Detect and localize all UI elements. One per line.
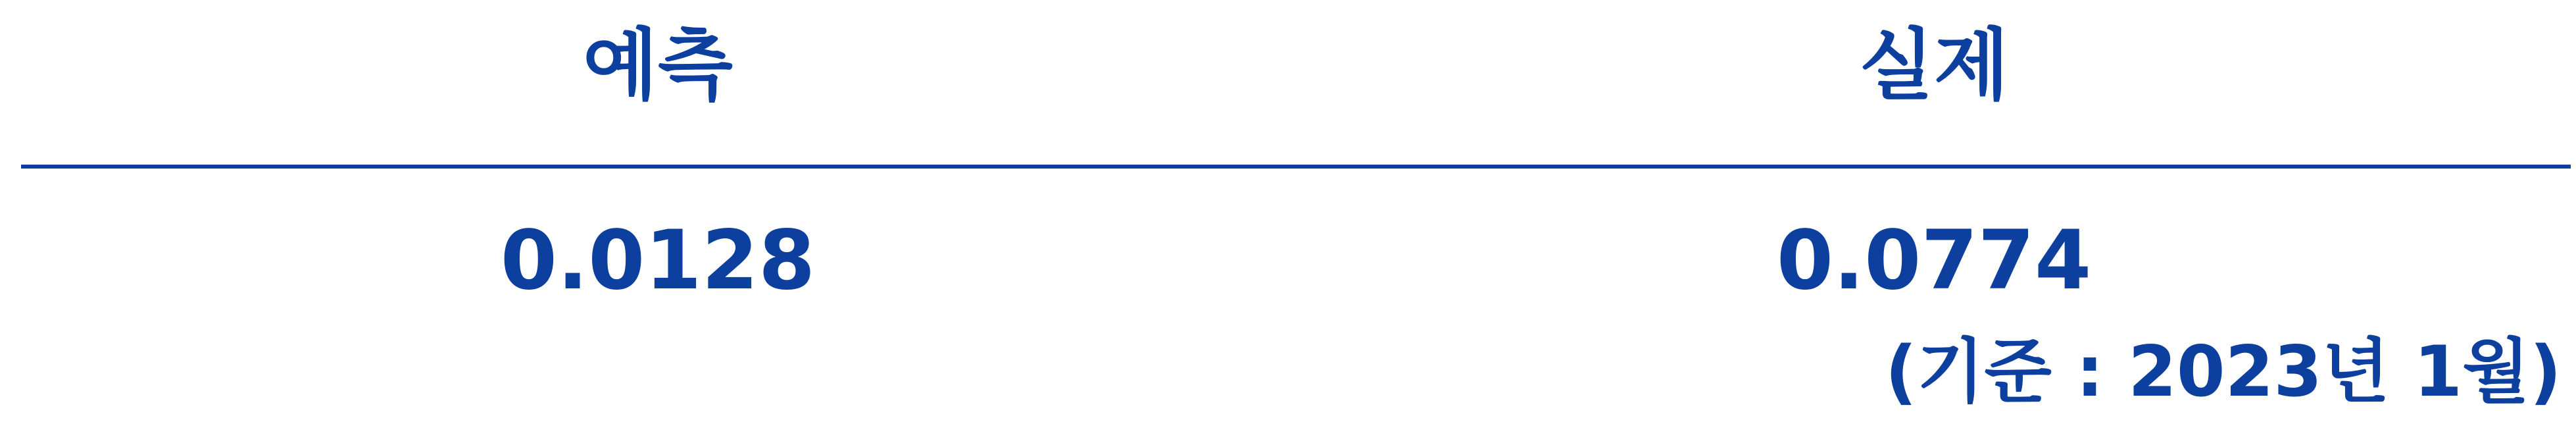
value-actual: 0.0774 bbox=[1776, 213, 2092, 308]
value-predicted: 0.0128 bbox=[500, 213, 816, 308]
header-actual: 실제 bbox=[1859, 20, 2009, 111]
header-divider bbox=[21, 165, 2571, 169]
reference-date-note: (기준 : 2023년 1월) bbox=[1885, 331, 2562, 412]
header-predicted: 예측 bbox=[583, 20, 733, 111]
